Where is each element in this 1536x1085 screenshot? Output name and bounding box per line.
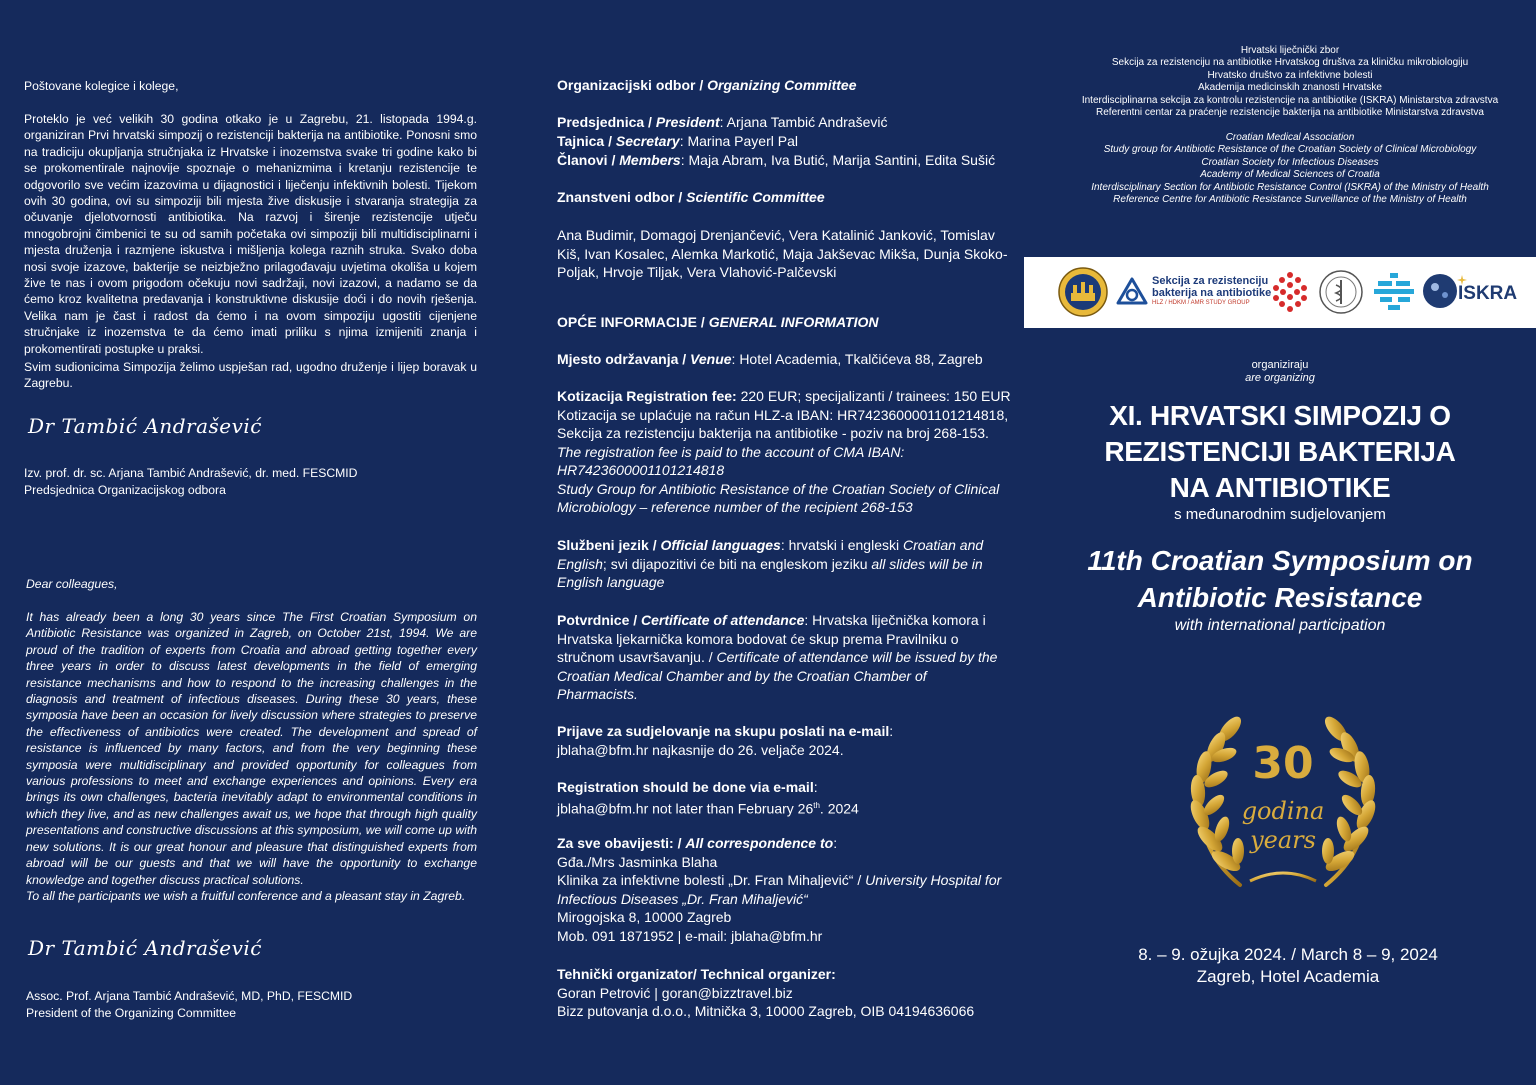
organizing-committee-heading: Organizacijski odbor / Organizing Committee [557,77,857,93]
scientific-committee-members: Ana Budimir, Domagoj Drenjančević, Vera Katalinić Janković, Tomislav Kiš, Ivan Kosalec, Alemka Markotić, Maja Jakševac Mikša, Dunja Skoko- Poljak, Hrvoje Tiljak, Vera Vlahović-Palčevski [557,227,1008,280]
letter-closing-en: To all the participants we wish a fruitful conference and a pleasant stay in Zagreb. [26,889,466,903]
organizers-list-en: Croatian Medical Association Study group for Antibiotic Resistance of the Croatian Society of Clinical Microbiology Croatian Society for Infectious Diseases Academy of Medical Sciences of Croatia Interdisciplinary Section for Antibiotic Resistance Control (ISKRA) of the Ministry of Health Reference Centre for Antibiotic Resistance Surveillance of the Ministry of Health [1091,132,1489,206]
letter-paragraph-en: It has already been a long 30 years since The First Croatian Symposium on Antibiotic Resistance was organized in Zagreb, on October 21st, 1994. We are proud of the tradition of experts from Croatia and abroad getting together every three years in order to discuss latest developments in the field of emerging resistance mechanisms and how to respond to the increasing challenges in the diagnosis and treatment of infectious diseases. During these 30 years, these symposia have been an occasion for lively discussion where strategies to preserve the effectiveness of antibiotics were created. The development and spread of resistance is influenced by many factors, and from the very beginning these symposia were multidisciplinary and provided opportunity for colleagues from various professions to meet and exchange experiences and opinions. Every era brings its own challenges, bacteria inevitably adapt to environmental conditions in which they live, and as new challenges await us, we hope that through high quality presentations and constructive discussions at this symposium, we will come up with new solutions. It is our great honour and pleasure that distinguished experts from abroad will be our guests and that we will have the opportunity to exchange knowledge and together discuss practical solutions. [26,610,477,887]
application-email-hr[interactable]: jblaha@bfm.hr najkasnije do 26. veljače 2024. [557,741,844,758]
committee-secretary: Tajnica / Secretary: Marina Payerl Pal [557,133,798,149]
amr-study-group-logo-text: Sekcija za rezistenciju bakterija na antibiotike HLZ / HDKM / AMR STUDY GROUP [1152,275,1272,306]
application-info-hr: Prijave za sudjelovanje na skupu poslati na e-mail: jblaha@bfm.hr najkasnije do 26. veljače 2024. [557,723,894,758]
scientific-committee-heading: Znanstveni odbor / Scientific Committee [557,189,825,205]
signer-role-en: President of the Organizing Committee [26,1006,236,1020]
symposium-title-hr: XI. HRVATSKI SIMPOZIJ O REZISTENCIJI BAKTERIJA NA ANTIBIOTIKE [1104,400,1456,503]
salutation-hr: Poštovane kolegice i kolege, [24,79,179,93]
symposium-title-en: 11th Croatian Symposium on Antibiotic Resistance [1087,545,1473,613]
registration-fee-info: Kotizacija Registration fee: 220 EUR; specijalizanti / trainees: 150 EUR Kotizacija se uplaćuje na račun HLZ-a IBAN: HR7423600001101214818, Sekcija za rezistenciju bakterija na antibiotike - poziv na broj 268-153. The registration fee is paid to the account of CMA IBAN: HR7423600001101214818 Study Group for Antibiotic Resistance of the Croatian Society of Clinical Microbiology – reference number of the recipient 268-153 [557,388,1011,515]
correspondence-contact[interactable]: Mob. 091 1871952 | e-mail: jblaha@bfm.hr [557,927,823,944]
technical-organizer-info: Tehnički organizator/ Technical organizer: Goran Petrović | goran@bizztravel.biz Bizz putovanja d.o.o., Mitnička 3, 10000 Zagreb, OIB 04194636066 [557,966,975,1019]
wreath-number: 30 [1252,738,1314,789]
symposium-subtitle-hr: s međunarodnim sudjelovanjem [1174,506,1386,523]
infectious-diseases-society-logo-icon [1270,271,1310,313]
spark-icon [1457,275,1467,285]
signer-name-en: Assoc. Prof. Arjana Tambić Andrašević, MD, PhD, FESCMID [26,989,353,1003]
croatian-medical-association-logo-icon [1058,267,1108,317]
salutation-en: Dear colleagues, [26,577,118,591]
certificate-info: Potvrdnice / Certificate of attendance: Hrvatska liječnička komora i Hrvatska ljekarnička komora bodovat će skup prema Pravilniku o stručnom usavršavanju. / Certificate of attendance will be issued by the Croatian Medical Chamber and by the Croatian Chamber of Pharmacists. [557,612,998,702]
venue-info: Mjesto održavanja / Venue: Hotel Academia, Tkalčićeva 88, Zagreb [557,351,983,367]
signer-name-hr: Izv. prof. dr. sc. Arjana Tambić Andrašević, dr. med. FESCMID [24,466,358,480]
application-info-en: Registration should be done via e-mail: jblaha@bfm.hr not later than February 26th. 2024 [557,779,859,817]
organizers-list-hr: Hrvatski liječnički zbor Sekcija za rezistenciju na antibiotike Hrvatskog društva za kliničku mikrobiologiju Hrvatsko društvo za infektivne bolesti Akademija medicinskih znanosti Hrvatske Interdisciplinarna sekcija za kontrolu rezistencije na antibiotike (ISKRA) Ministarstva zdravstva Referentni centar za praćenje rezistencije bakterija na antibiotike Ministarstva zdravstva [1081,45,1499,119]
correspondence-info: Za sve obavijesti: / All correspondence to: Gđa./Mrs Jasminka Blaha Klinika za infektivne bolesti „Dr. Fran Mihaljević“ / University Hospital for Infectious Diseases „Dr. Fran Mihaljević“ Mirogojska 8, 10000 Zagreb Mob. 091 1871952 | e-mail: jblaha@bfm.hr [557,835,1002,944]
general-information-heading: OPĆE INFORMACIJE / GENERAL INFORMATION [557,314,879,330]
committee-members: Članovi / Members: Maja Abram, Iva Butić, Marija Santini, Edita Sušić [557,152,996,168]
symposium-subtitle-en: with international participation [1174,617,1386,634]
letter-paragraph-hr: Proteklo je već velikih 30 godina otkako je u Zagrebu, 21. listopada 1994.g. organiziran Prvi hrvatski simpozij o rezistenciji bakterija na antibiotike. Ponosni smo na tradiciju okupljanja stručnjaka iz Hrvatske i inozemstva svake tri godine kako bi se prokomentirale najnovije spoznaje o mehanizmima i kretanju rezistencije te odgovorilo sve većim izazovima u dijagnostici i liječenju infektivnih bolesti. Tijekom ovih 30 godina, ovi su simpoziji bili mjesta žive diskusije i stvaranja strategija za očuvanje djelotvornosti antibiotika. Na razvoj i širenje rezistencije utječu mnogobrojni čimbenici te su od samih početaka ovi simpoziji bili multidisciplinarni i mjesta druženja i razmjene iskustva i mišljenja kolega raznih struka. Svako doba nosi svoje izazove, bakterije se neizbježno prilagođavaju uvjetima okoliša u kojem žive te nas i ovom prigodom očekuju novi sadržaji, novi izazovi, a nadamo se da ćemo kroz kvalitetna predavanja i konstruktivne diskusije doći i do novih rješenja. Velika nam je čast i radost da ćemo i na ovom simpoziju ugostiti cijenjene stručnjake iz inozemstva te da ćemo imati priliku s njima izmijeniti znanja i prokomentirati postupke u praksi. [24,112,477,356]
wreath-word-en: years [1250,826,1316,854]
event-dates: 8. – 9. ožujka 2024. / March 8 – 9, 2024 [1138,945,1438,964]
application-email-en[interactable]: jblaha@bfm.hr not later than February 26th. 2024 [557,800,859,817]
partner-logos-strip [1024,257,1536,328]
letter-closing-hr: Svim sudionicima Simpozija želimo uspješan rad, ugodno druženje i lijep boravak u Zagrebu. [24,360,477,391]
reference-centre-logo-icon [1422,273,1458,309]
signature-hr: Dr Tambić Andrašević [28,414,262,438]
title-block [1024,359,1536,636]
wreath-word-hr: godina [1241,797,1325,825]
academy-medical-sciences-logo-icon [1318,269,1364,315]
organizing-label-hr: organiziraju [1251,359,1309,371]
technical-organizer-contact[interactable]: Goran Petrović | goran@bizztravel.biz [557,984,793,1001]
official-languages-info: Službeni jezik / Official languages: hrvatski i engleski Croatian and English; svi dijapozitivi će biti na engleskom jeziku all slides will be in English language [557,537,984,590]
signer-role-hr: Predsjednica Organizacijskog odbora [24,483,226,497]
signature-en: Dr Tambić Andrašević [28,936,262,960]
organizing-label-en: are organizing [1245,372,1315,384]
iskra-pixel-logo-icon [1372,271,1416,313]
event-place: Zagreb, Hotel Academia [1196,967,1380,986]
committee-president: Predsjednica / President: Arjana Tambić Andrašević [557,114,888,130]
iskra-logo-text: ISKRA [1458,283,1518,304]
amr-study-group-logo-icon [1116,277,1148,307]
